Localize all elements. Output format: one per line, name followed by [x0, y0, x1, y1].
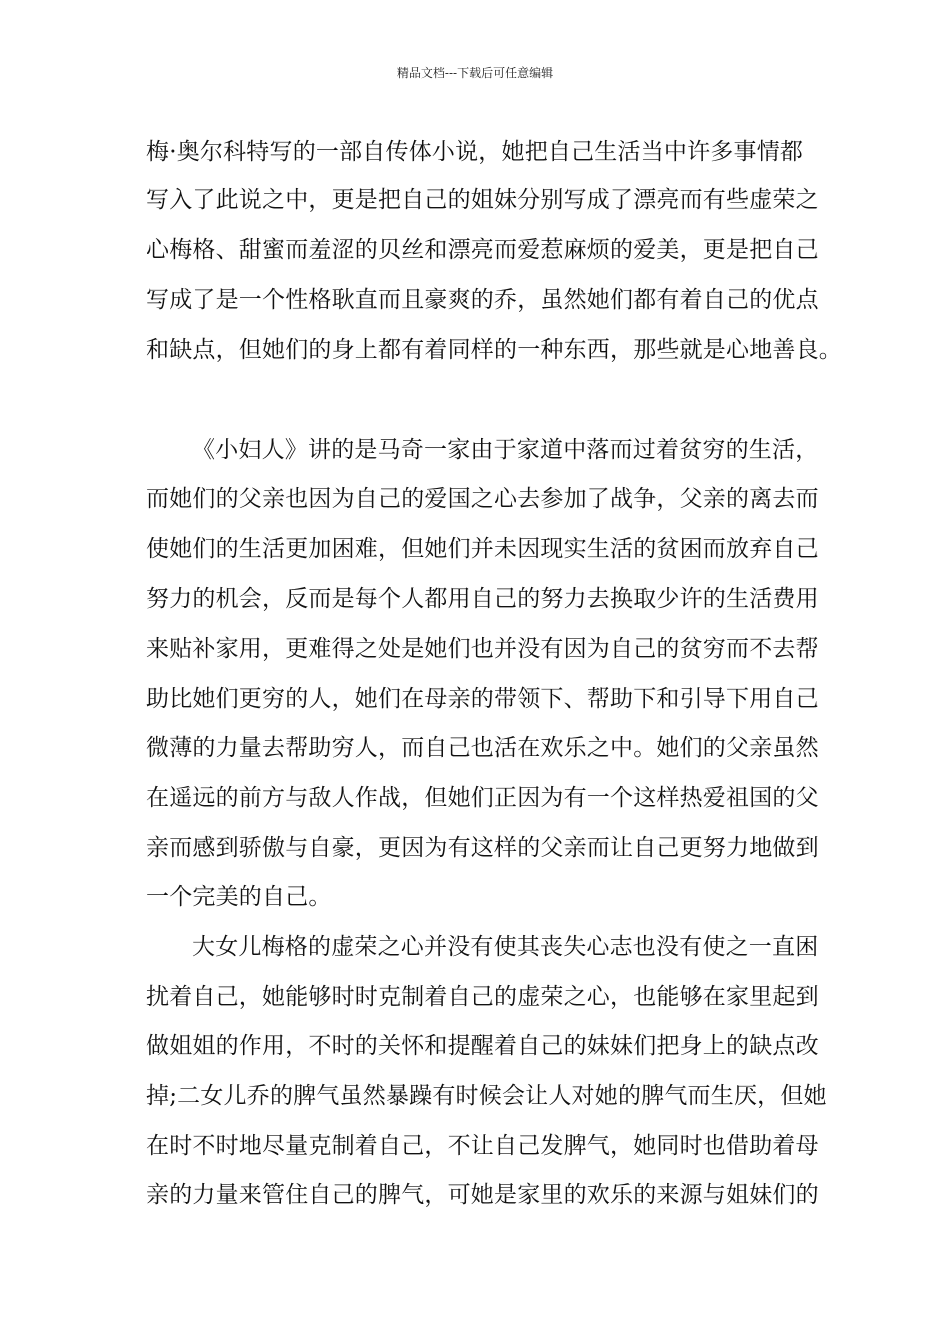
text-line: 梅·奥尔科特写的一部自传体小说，她把自己生活当中许多事情都: [146, 139, 804, 165]
text-line: 来贴补家用，更难得之处是她们也并没有因为自己的贫穷而不去帮: [146, 636, 819, 662]
text-line: 亲而感到骄傲与自豪，更因为有这样的父亲而让自己更努力地做到: [146, 835, 819, 861]
text-line: 《小妇人》讲的是马奇一家由于家道中落而过着贫穷的生活，: [192, 437, 819, 463]
text-line: 大女儿梅格的虚荣之心并没有使其丧失心志也没有使之一直困: [192, 934, 819, 960]
text-line: 努力的机会，反而是每个人都用自己的努力去换取少许的生活费用: [146, 586, 819, 612]
text-line: 在遥远的前方与敌人作战，但她们正因为有一个这样热爱祖国的父: [146, 785, 819, 811]
text-line: 写入了此说之中，更是把自己的姐妹分别写成了漂亮而有些虚荣之: [146, 187, 819, 213]
text-line: 助比她们更穷的人，她们在母亲的带领下、帮助下和引导下用自己: [146, 686, 819, 712]
text-line: 亲的力量来管住自己的脾气，可她是家里的欢乐的来源与姐妹们的: [146, 1182, 819, 1208]
text-line: 而她们的父亲也因为自己的爱国之心去参加了战争，父亲的离去而: [146, 486, 819, 512]
text-line: 一个完美的自己。: [146, 884, 332, 910]
text-line: 掉;二女儿乔的脾气虽然暴躁有时候会让人对她的脾气而生厌，但她: [146, 1083, 827, 1109]
page-header: 精品文档---下载后可任意编辑: [396, 66, 554, 80]
text-line: 写成了是一个性格耿直而且豪爽的乔，虽然她们都有着自己的优点: [146, 287, 819, 313]
text-line: 和缺点，但她们的身上都有着同样的一种东西，那些就是心地善良。: [146, 337, 842, 363]
text-line: 做姐姐的作用，不时的关怀和提醒着自己的妹妹们把身上的缺点改: [146, 1033, 819, 1059]
text-line: 使她们的生活更加困难，但她们并未因现实生活的贫困而放弃自己: [146, 536, 819, 562]
text-line: 心梅格、甜蜜而羞涩的贝丝和漂亮而爱惹麻烦的爱美，更是把自己: [146, 237, 819, 263]
text-line: 微薄的力量去帮助穷人，而自己也活在欢乐之中。她们的父亲虽然: [146, 735, 819, 761]
text-line: 在时不时地尽量克制着自己，不让自己发脾气，她同时也借助着母: [146, 1133, 819, 1159]
text-line: 扰着自己，她能够时时克制着自己的虚荣之心，也能够在家里起到: [146, 984, 819, 1010]
